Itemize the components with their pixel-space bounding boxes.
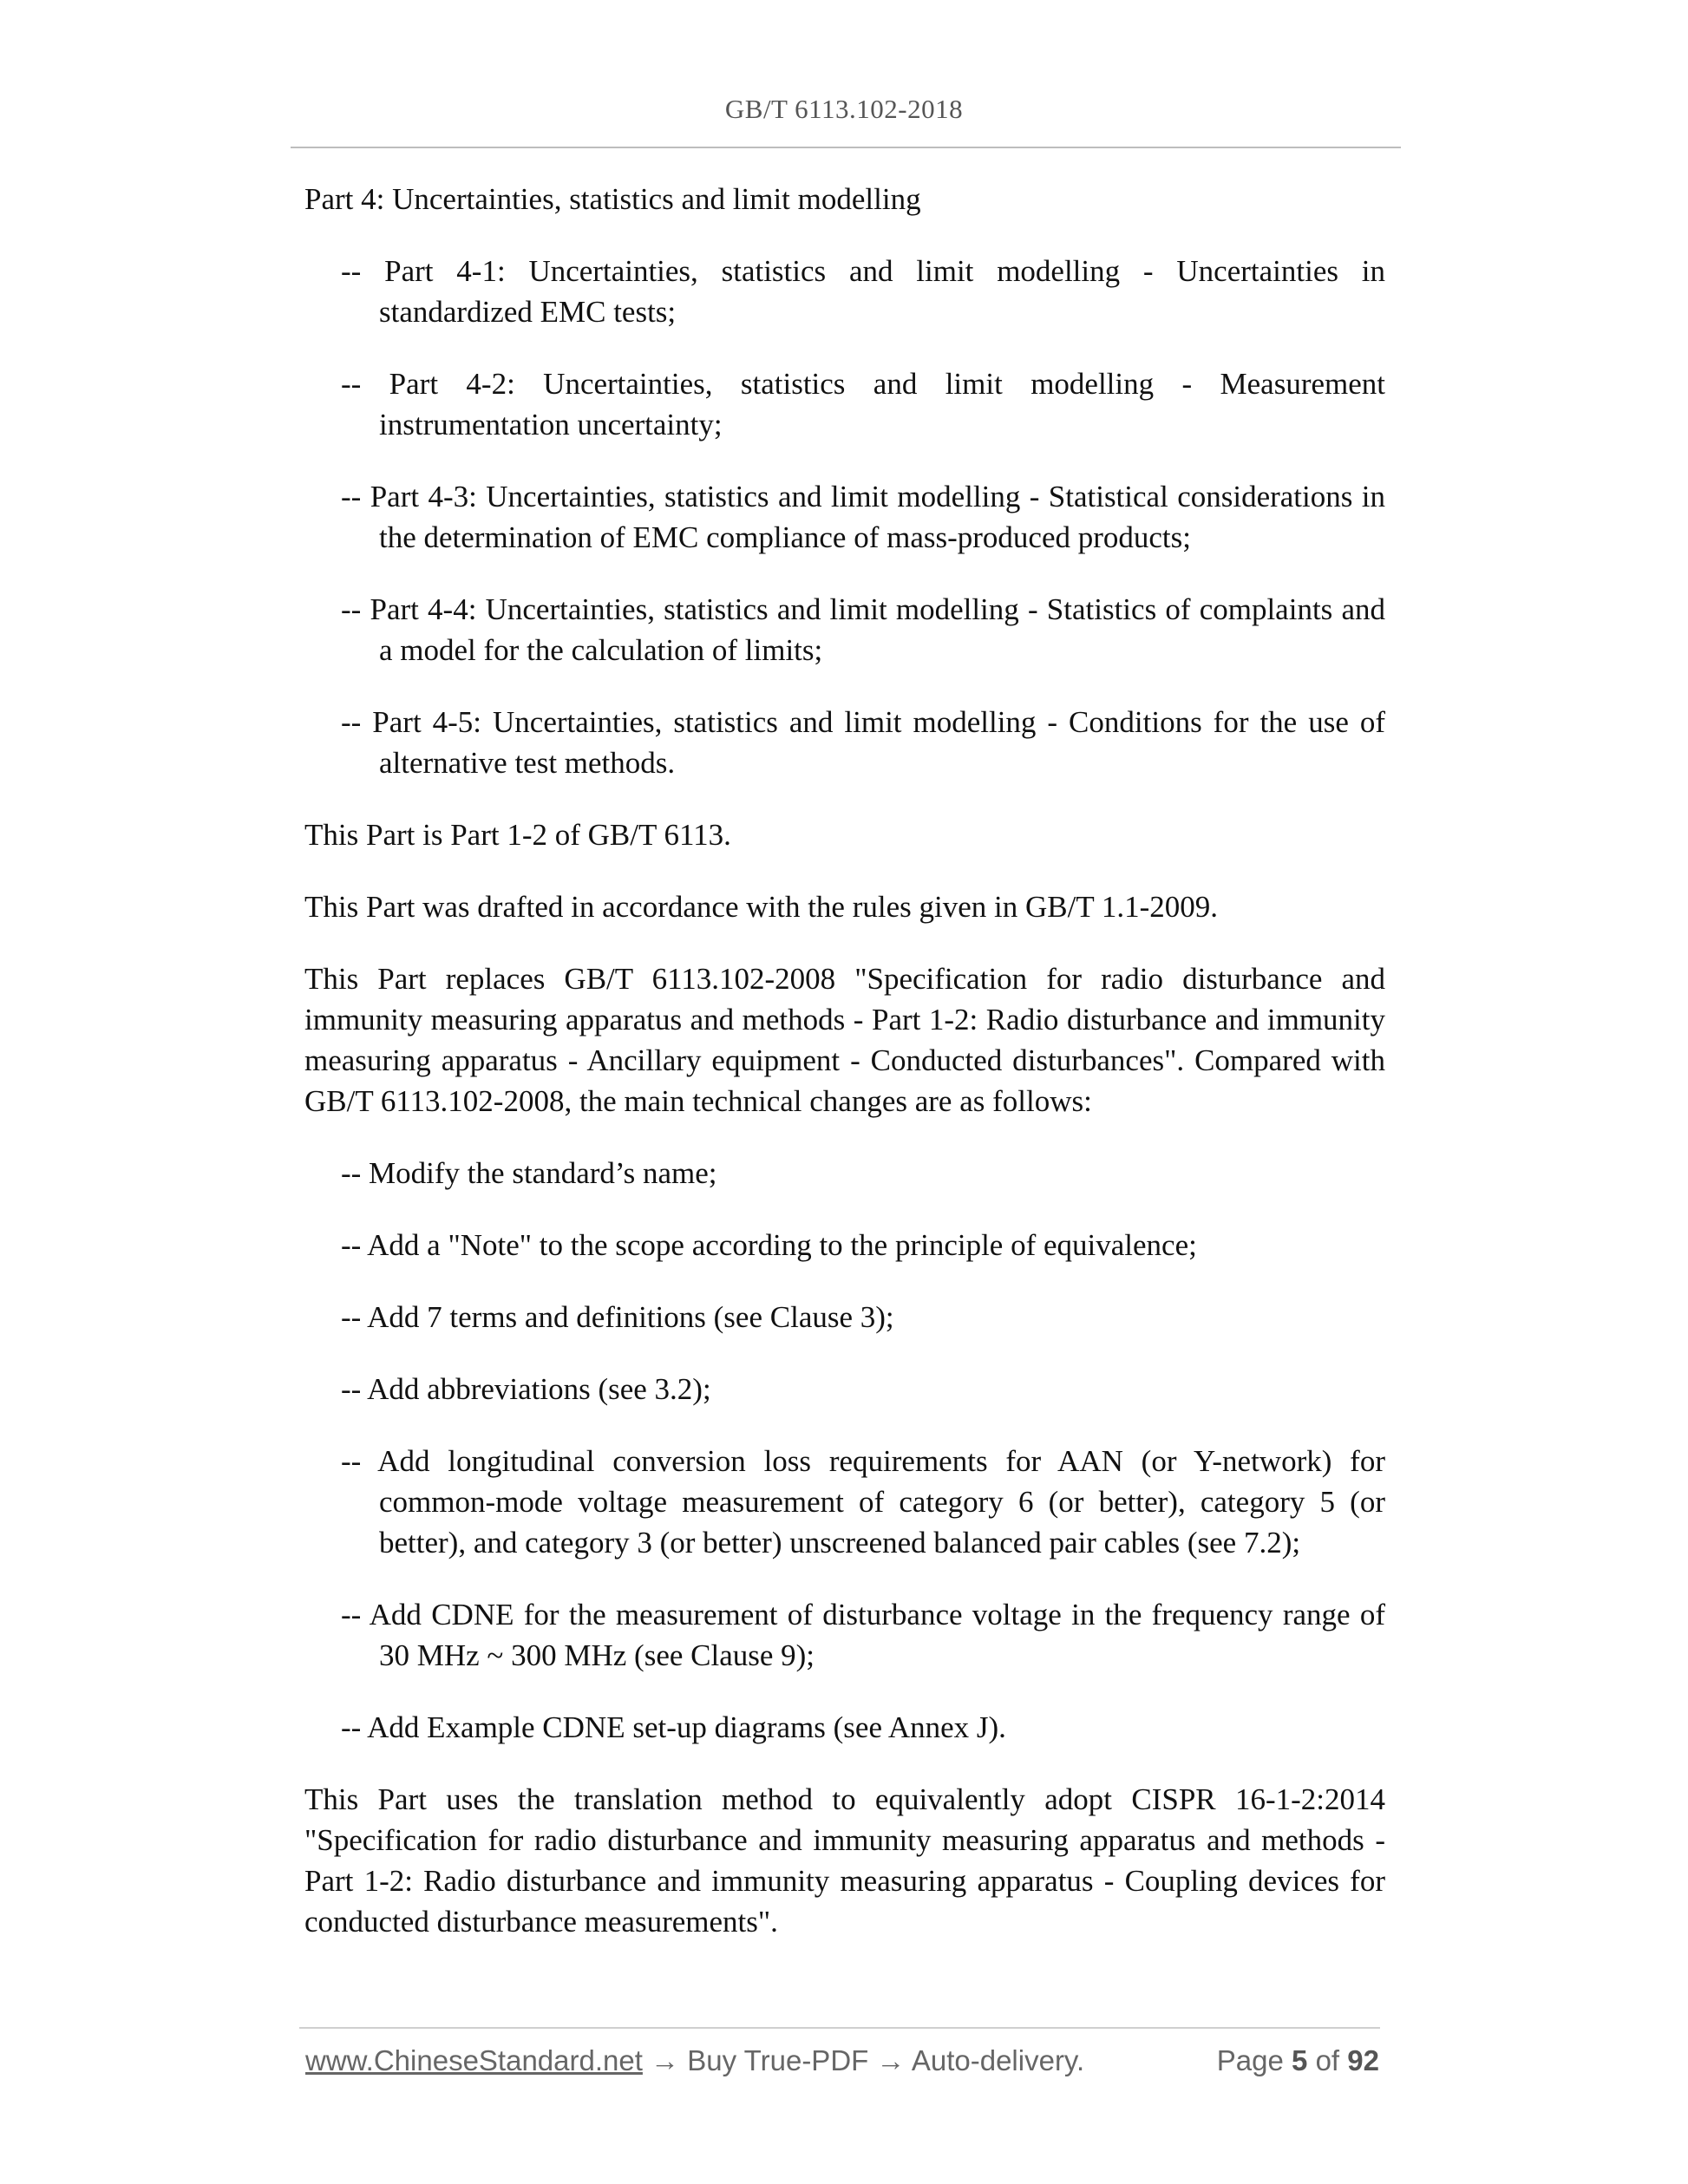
document-body bbox=[304, 179, 1385, 1973]
header-divider bbox=[291, 147, 1401, 148]
translation-statement: This Part uses the translation method to equivalently adopt CISPR 16-1-2:2014 "Specification for radio disturbance and immunity measuring apparatus and methods - Part 1-2: Radio disturbance and immunity measuring apparatus - Coupling devices for conducted disturbance measurements". bbox=[304, 1782, 1385, 1939]
page-indicator bbox=[1217, 2044, 1379, 2077]
buy-true-pdf-text: Buy True-PDF bbox=[687, 2044, 869, 2076]
change-item: -- Add CDNE for the measurement of disturbance voltage in the frequency range of 30 MHz ~ 300 MHz (see Clause 9); bbox=[341, 1598, 1385, 1672]
change-item: -- Add Example CDNE set-up diagrams (see Annex J). bbox=[341, 1710, 1006, 1744]
footer-promo bbox=[305, 2044, 1084, 2077]
change-item: -- Add 7 terms and definitions (see Clause 3); bbox=[341, 1300, 894, 1334]
change-item: -- Modify the standard’s name; bbox=[341, 1156, 717, 1190]
list-item-part-4-2: -- Part 4-2: Uncertainties, statistics and limit modelling - Measurement instrumentation uncertainty; bbox=[341, 367, 1385, 441]
chinesestandard-link[interactable]: www.ChineseStandard.net bbox=[305, 2044, 643, 2076]
page-total: 92 bbox=[1347, 2044, 1379, 2076]
list-item-part-4-3: -- Part 4-3: Uncertainties, statistics and limit modelling - Statistical considerations in the determination of EMC compliance of mass-produced products; bbox=[341, 480, 1385, 554]
list-item-part-4-4: -- Part 4-4: Uncertainties, statistics and limit modelling - Statistics of complaints and a model for the calculation of limits; bbox=[341, 592, 1385, 667]
change-item: -- Add abbreviations (see 3.2); bbox=[341, 1372, 711, 1406]
part4-heading: Part 4: Uncertainties, statistics and limit modelling bbox=[304, 182, 921, 216]
list-item-part-4-1: -- Part 4-1: Uncertainties, statistics and limit modelling - Uncertainties in standardized EMC tests; bbox=[341, 254, 1385, 329]
drafted-statement: This Part was drafted in accordance with the rules given in GB/T 1.1-2009. bbox=[304, 890, 1218, 924]
part-statement: This Part is Part 1-2 of GB/T 6113. bbox=[304, 818, 731, 852]
arrow-right-icon: → bbox=[651, 2044, 680, 2076]
page-of-label: of bbox=[1315, 2044, 1340, 2076]
page-label: Page bbox=[1216, 2044, 1284, 2076]
change-item: -- Add a "Note" to the scope according to the principle of equivalence; bbox=[341, 1228, 1197, 1262]
list-item-part-4-5: -- Part 4-5: Uncertainties, statistics and limit modelling - Conditions for the use of alternative test methods. bbox=[341, 705, 1385, 780]
arrow-right-icon: → bbox=[876, 2044, 906, 2076]
footer-divider bbox=[299, 2027, 1380, 2029]
replaces-statement: This Part replaces GB/T 6113.102-2008 "Specification for radio disturbance and immunity measuring apparatus and methods - Part 1-2: Radio disturbance and immunity measuring apparatus - Ancillary equipment - Conducted disturbances". Compared with GB/T 6113.102-2008, the main technical changes are as follows: bbox=[304, 962, 1385, 1118]
auto-delivery-text: Auto-delivery. bbox=[911, 2044, 1085, 2076]
change-item: -- Add longitudinal conversion loss requirements for AAN (or Y-network) for common-mode voltage measurement of category 6 (or better), category 5 (or better), and category 3 (or better) unscreened balanced pair cables (see 7.2); bbox=[341, 1444, 1385, 1560]
page-header-title: GB/T 6113.102-2018 bbox=[724, 94, 964, 124]
page-current: 5 bbox=[1292, 2044, 1308, 2076]
